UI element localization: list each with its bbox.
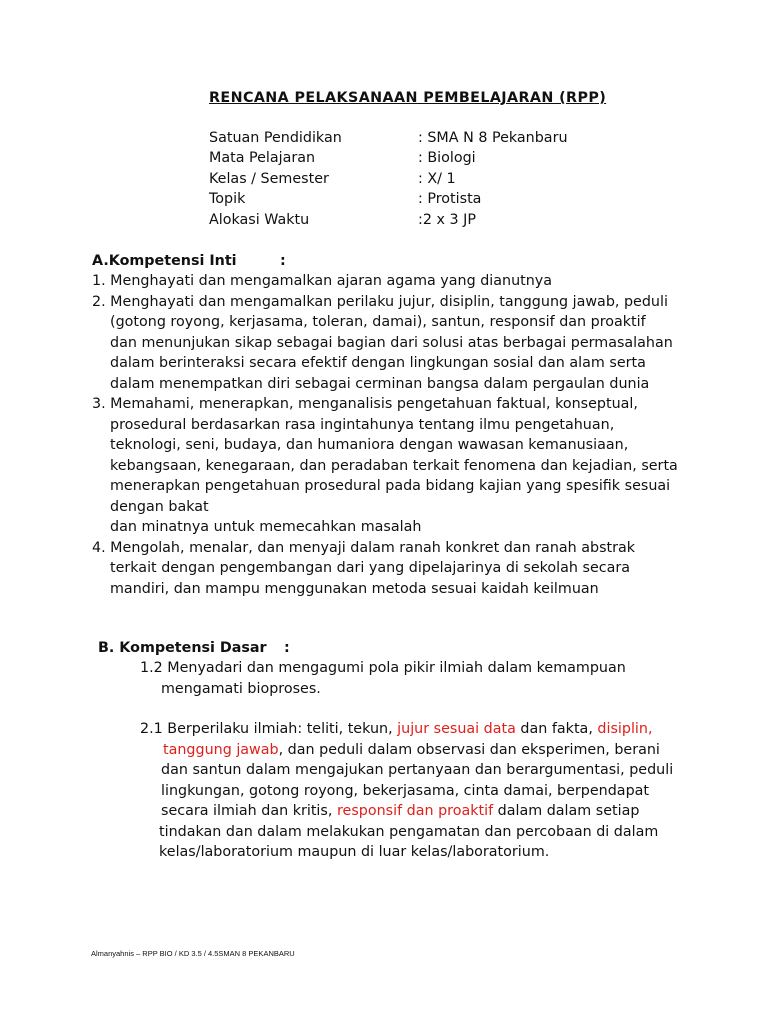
section-b-colon: : — [284, 640, 290, 656]
identity-label: Alokasi Waktu — [209, 212, 310, 228]
page-footer: Almanyahnis – RPP BIO / KD 3.5 / 4.5SMAN 8 PEKANBARU — [91, 949, 295, 958]
ki-line: dan menunjukan sikap sebagai bagian dari solusi atas berbagai permasalahan — [110, 335, 673, 351]
identity-label: Kelas / Semester — [209, 171, 329, 187]
kd-2-1-line — [140, 719, 653, 739]
identity-value: :2 x 3 JP — [418, 212, 476, 228]
kd-1-2-line: 1.2 Menyadari dan mengagumi pola pikir ilmiah dalam kemampuan — [140, 660, 626, 676]
ki-line: 1. Menghayati dan mengamalkan ajaran agama yang dianutnya — [92, 273, 553, 289]
ki-line: menerapkan pengetahuan prosedural pada bidang kajian yang spesifik sesuai — [110, 478, 671, 494]
kd-2-1-line — [161, 801, 639, 821]
kd-highlight: responsif dan proaktif — [336, 803, 494, 819]
kd-2-1-line: kelas/laboratorium maupun di luar kelas/laboratorium. — [159, 844, 550, 860]
ki-line: 4. Mengolah, menalar, dan menyaji dalam ranah konkret dan ranah abstrak — [92, 540, 636, 556]
identity-value: : X/ 1 — [418, 171, 456, 187]
ki-line: dengan bakat — [110, 499, 209, 515]
kd-text: 2.1 Berperilaku ilmiah: teliti, tekun, — [140, 721, 398, 737]
section-a-colon: : — [280, 253, 286, 269]
ki-line: kebangsaan, kenegaraan, dan peradaban terkait fenomena dan kejadian, serta — [110, 458, 678, 474]
kd-2-1-line: lingkungan, gotong royong, bekerjasama, cinta damai, berpendapat — [161, 783, 650, 799]
identity-value: : Biologi — [418, 150, 476, 166]
identity-label: Topik — [209, 191, 246, 207]
ki-line: teknologi, seni, budaya, dan humaniora dengan wawasan kemanusiaan, — [110, 437, 629, 453]
ki-line: (gotong royong, kerjasama, toleran, damai), santun, responsif dan proaktif — [110, 314, 646, 330]
section-a-heading: A.Kompetensi Inti — [92, 253, 237, 269]
ki-line: prosedural berdasarkan rasa ingintahunya tentang ilmu pengetahuan, — [110, 417, 615, 433]
kd-highlight: jujur sesuai data — [397, 721, 516, 737]
kd-text: dalam dalam setiap — [493, 803, 640, 819]
kd-text: , dan peduli dalam observasi dan eksperimen, berani — [278, 742, 660, 758]
ki-line: dan minatnya untuk memecahkan masalah — [110, 519, 422, 535]
page-title: RENCANA PELAKSANAAN PEMBELAJARAN (RPP) — [209, 90, 607, 106]
kd-2-1-line: dan santun dalam mengajukan pertanyaan dan berargumentasi, peduli — [161, 762, 674, 778]
identity-label: Satuan Pendidikan — [209, 130, 342, 146]
section-b-heading: B. Kompetensi Dasar — [98, 640, 267, 656]
identity-label: Mata Pelajaran — [209, 150, 316, 166]
ki-line: 3. Memahami, menerapkan, menganalisis pengetahuan faktual, konseptual, — [92, 396, 638, 412]
ki-line: dalam menempatkan diri sebagai cerminan bangsa dalam pergaulan dunia — [110, 376, 650, 392]
kd-text: secara ilmiah dan kritis, — [161, 803, 337, 819]
kd-highlight: tanggung jawab — [163, 742, 279, 758]
kd-highlight: disiplin, — [597, 721, 653, 737]
identity-value: : Protista — [418, 191, 482, 207]
kd-text: dan fakta, — [515, 721, 598, 737]
kd-1-2-line: mengamati bioproses. — [161, 681, 321, 697]
kd-2-1-line: tindakan dan dalam melakukan pengamatan dan percobaan di dalam — [159, 824, 659, 840]
kd-2-1-line — [163, 740, 660, 760]
identity-value: : SMA N 8 Pekanbaru — [418, 130, 568, 146]
ki-line: 2. Menghayati dan mengamalkan perilaku jujur, disiplin, tanggung jawab, peduli — [92, 294, 668, 310]
ki-line: mandiri, dan mampu menggunakan metoda sesuai kaidah keilmuan — [110, 581, 599, 597]
ki-line: terkait dengan pengembangan dari yang dipelajarinya di sekolah secara — [110, 560, 631, 576]
ki-line: dalam berinteraksi secara efektif dengan lingkungan sosial dan alam serta — [110, 355, 646, 371]
